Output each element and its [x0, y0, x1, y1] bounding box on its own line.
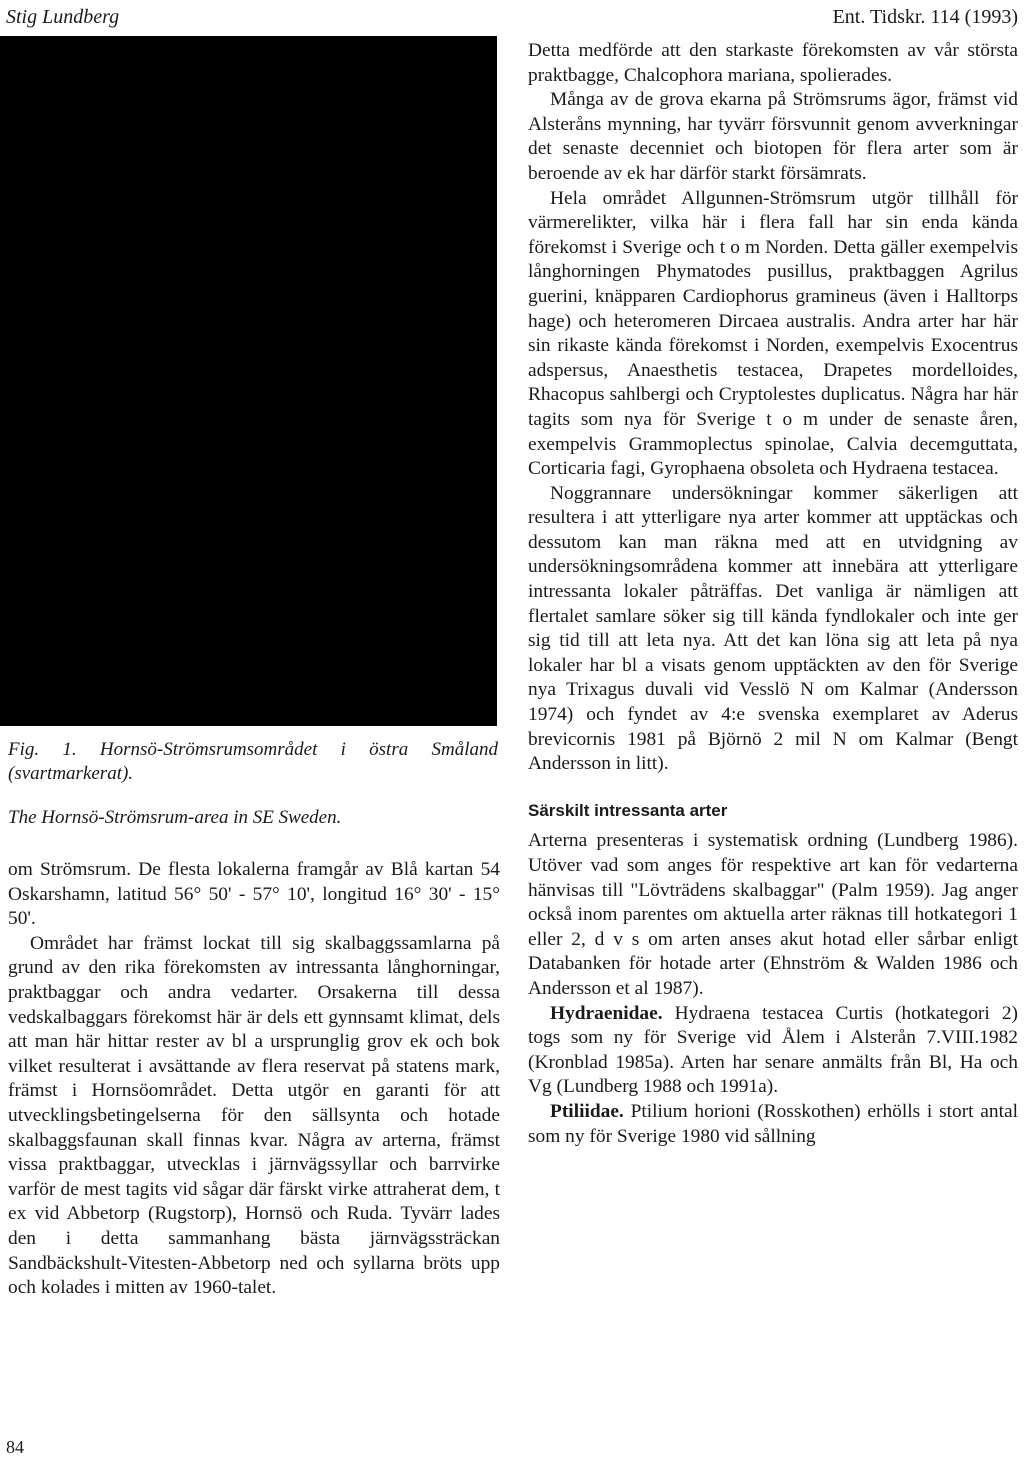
- paragraph: Många av de grova ekarna på Strömsrums ägor, främst vid Alsteråns mynning, har tyvärr försvunnit genom avverkningar det senaste decenniet och biotopen för flera arter som är beroende av ek har därför starkt försämrats.: [528, 89, 1018, 184]
- figure-caption-swedish: Fig. 1. Hornsö-Strömsrumsområdet i östra Småland (svartmarkerat).: [8, 739, 498, 784]
- paragraph-text: Ptilium horioni (Rosskothen) erhölls i stort antal som ny för Sverige 1980 vid sållning: [528, 1100, 1018, 1147]
- paragraph: [528, 1002, 1018, 1100]
- running-head-author: Stig Lundberg: [6, 6, 120, 28]
- family-name: Hydraenidae.: [550, 1002, 663, 1024]
- paragraph: om Strömsrum. De flesta lokalerna framgår av Blå kartan 54 Oskarshamn, latitud 56° 50' - 57° 10', longitud 16° 30' - 15° 50'.: [8, 859, 500, 930]
- running-head-journal: Ent. Tidskr. 114 (1993): [832, 6, 1018, 28]
- paragraph: Området har främst lockat till sig skalbaggssamlarna på grund av den rika förekomsten av intressanta långhorningar, praktbaggar och andra vedarter. Orsakerna till dessa vedskalbaggars förekomst här är dels ett gynnsamt klimat, dels att man här hittar rester av bl a ursprunglig grov ek och bok vilket resulterat i avsättande av flera reservat på statens mark, främst i Hornsöområdet. Detta utgör en garanti för att utvecklingsbetingelserna för den sällsynta och hotade skalbaggsfaunan skall finnas kvar. Några av arterna, främst vissa praktbaggar, utvecklas i järnvägssyllar och barrvirke varför de mest tagits vid sågar där färskt virke attraherat dem, t ex vid Abbetorp (Rugstorp), Hornsö och Ruda. Tyvärr lades den i detta sammanhang bästa järnvägssträckan Sandbäckshult-Vitesten-Abbetorp ned och syllarna bröts upp och kolades i mitten av 1960-talet.: [8, 932, 500, 1299]
- right-column: [528, 39, 1018, 1149]
- paragraph: Detta medförde att den starkaste förekomsten av vår största praktbagge, Chalcophora mariana, spolierades.: [528, 40, 1018, 86]
- left-column: [8, 858, 500, 1301]
- page-number: 84: [6, 1437, 24, 1457]
- paragraph: [528, 1100, 1018, 1149]
- paragraph: Hela området Allgunnen-Strömsrum utgör tillhåll för värmerelikter, vilka här i flera fall har sin enda kända förekomst i Sverige och t o m Norden. Detta gäller exempelvis långhorningen Phymatodes pusillus, praktbaggen Agrilus guerini, knäpparen Cardiophorus gramineus (även i Halltorps hage) och heteromeren Dircaea australis. Andra arter har här sin rikaste kända förekomst i Norden, exempelvis Exocentrus adspersus, Anaesthetis testacea, Drapetes mordelloides, Rhacopus sahlbergi och Cryptolestes duplicatus. Några har här tagits som nya för Sverige t o m under de senaste åren, exempelvis Grammoplectus spinolae, Calvia decemguttata, Corticaria fagi, Gyrophaena obsoleta och Hydraena testacea.: [528, 187, 1018, 480]
- section-heading: Särskilt intressanta arter: [528, 800, 728, 820]
- paragraph: Noggrannare undersökningar kommer säkerligen att resultera i att ytterligare nya arter kommer att upptäckas och dessutom kan man räkna med att en utvidgning av undersökningsområdena kommer att innebära att ytterligare intressanta lokaler påträffas. Det vanliga är nämligen att flertalet samlare söker sig till kända fyndlokaler och inte ger sig tid till att leta nya. Att det kan löna sig att leta på nya lokaler har bl a visats genom upptäckten av den för Sverige nya Trixagus duvali vid Vesslö N om Kalmar (Andersson 1974) och fyndet av 4:e svenska exemplaret av Aderus brevicornis 1981 på Björnö 2 mil N om Kalmar (Bengt Andersson in litt).: [528, 482, 1018, 775]
- figure-caption-english: The Hornsö-Strömsrum-area in SE Sweden.: [8, 807, 342, 828]
- paragraph-text: Hydraena testacea Curtis (hotkategori 2) togs som ny för Sverige vid Ålem i Alsterån 7.VIII.1982 (Kronblad 1985a). Arten har senare anmälts från Bl, Ha och Vg (Lundberg 1988 och 1991a).: [528, 1002, 1018, 1098]
- family-name: Ptiliidae.: [550, 1100, 624, 1122]
- paragraph: Arterna presenteras i systematisk ordning (Lundberg 1986). Utöver vad som anges för respektive art kan för vedarterna hänvisas till "Lövträdens skalbaggar" (Palm 1959). Jag anger också inom parentes om aktuella arter räknas till hotkategori 1 eller 2, d v s om arten anses akut hotad eller sårbar enligt Databanken för hotade arter (Ehnström & Walden 1986 och Andersson et al 1987).: [528, 830, 1018, 999]
- figure-map-image: [0, 36, 497, 726]
